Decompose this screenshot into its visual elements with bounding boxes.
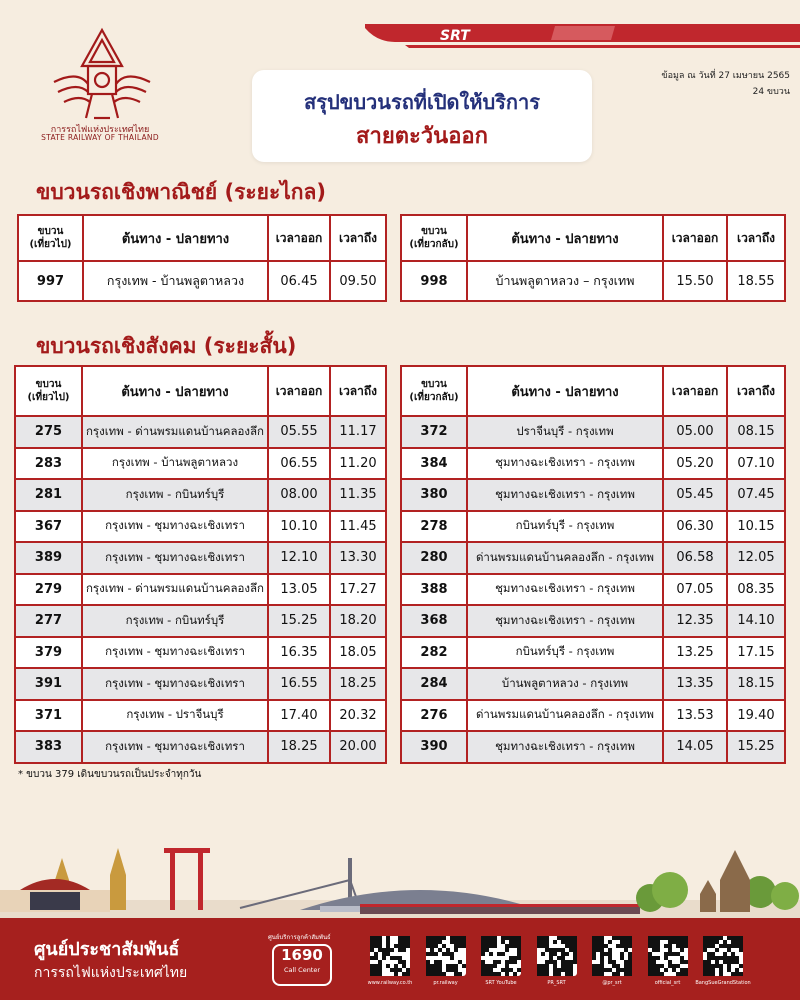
arrival-time: 20.00 (330, 731, 386, 763)
route: กรุงเทพ - ปราจีนบุรี (82, 700, 268, 732)
section-heading-long-distance: ขบวนรถเชิงพาณิชย์ (ระยะไกล) (36, 180, 326, 204)
train-no: 384 (401, 448, 467, 480)
org-name-thai: การรถไฟแห่งประเทศไทย (50, 125, 150, 135)
route: กรุงเทพ - กบินทร์บุรี (82, 479, 268, 511)
table-row (15, 637, 386, 669)
route: กรุงเทพ - กบินทร์บุรี (82, 605, 268, 637)
train-no: 379 (15, 637, 82, 669)
callcenter-label: ศูนย์บริการลูกค้าสัมพันธ์ (268, 934, 331, 941)
departure-time: 16.55 (268, 668, 330, 700)
footnote: * ขบวน 379 เดินขบวนรถเป็นประจำทุกวัน (18, 769, 202, 780)
arrival-time: 13.30 (330, 542, 386, 574)
qr-code[interactable] (481, 936, 521, 976)
train-count: 24 ขบวน (752, 87, 790, 97)
route: กรุงเทพ - ชุมทางฉะเชิงเทรา (82, 668, 268, 700)
train-no: 390 (401, 731, 467, 763)
arrival-time: 09.50 (330, 261, 386, 301)
train-no: 278 (401, 511, 467, 543)
footer-title: ศูนย์ประชาสัมพันธ์ (34, 939, 180, 960)
data-date: ข้อมูล ณ วันที่ 27 เมษายน 2565 (661, 71, 790, 81)
route: กรุงเทพ - ชุมทางฉะเชิงเทรา (82, 731, 268, 763)
departure-time: 13.25 (663, 637, 727, 669)
departure-time: 15.25 (268, 605, 330, 637)
table-row (401, 511, 785, 543)
train-no: 279 (15, 574, 82, 606)
departure-time: 15.50 (663, 261, 727, 301)
table-row (401, 637, 785, 669)
col-arrival: เวลาถึง (330, 366, 386, 416)
train-no: 998 (401, 261, 467, 301)
col-arrival: เวลาถึง (330, 215, 386, 261)
departure-time: 05.20 (663, 448, 727, 480)
qr-pattern-icon (592, 936, 632, 976)
departure-time: 10.10 (268, 511, 330, 543)
arrival-time: 20.32 (330, 700, 386, 732)
page-subtitle-line: สายตะวันออก (356, 124, 488, 149)
departure-time: 05.45 (663, 479, 727, 511)
col-departure: เวลาออก (268, 215, 330, 261)
route: กรุงเทพ - ชุมทางฉะเชิงเทรา (82, 511, 268, 543)
arrival-time: 19.40 (727, 700, 785, 732)
table-header-row (15, 366, 386, 416)
train-no: 997 (18, 261, 83, 301)
departure-time: 12.35 (663, 605, 727, 637)
callcenter-number[interactable]: 1690 (281, 946, 323, 964)
table-row (401, 479, 785, 511)
table-row (15, 668, 386, 700)
long-outbound-table (17, 214, 387, 302)
route: กรุงเทพ - บ้านพลูตาหลวง (83, 261, 268, 301)
table-header-row (18, 215, 386, 261)
table-row (401, 605, 785, 637)
short-outbound-table (14, 365, 387, 764)
qr-caption: pr.railway (433, 980, 458, 986)
route: ปราจีนบุรี - กรุงเทพ (467, 416, 663, 448)
table-row (15, 479, 386, 511)
table-header-row (401, 366, 785, 416)
col-train-no: ขบวน (เที่ยวไป) (15, 366, 82, 416)
train-no: 283 (15, 448, 82, 480)
train-no: 275 (15, 416, 82, 448)
arrival-time: 11.20 (330, 448, 386, 480)
col-arrival: เวลาถึง (727, 215, 785, 261)
qr-code[interactable] (537, 936, 577, 976)
col-train-no: ขบวน (เที่ยวกลับ) (401, 366, 467, 416)
qr-caption: official_srt (654, 980, 681, 986)
departure-time: 13.53 (663, 700, 727, 732)
org-name-english: STATE RAILWAY OF THAILAND (41, 133, 159, 142)
table-row (15, 574, 386, 606)
route: ชุมทางฉะเชิงเทรา - กรุงเทพ (467, 574, 663, 606)
train-no: 282 (401, 637, 467, 669)
col-departure: เวลาออก (663, 215, 727, 261)
arrival-time: 18.15 (727, 668, 785, 700)
col-route: ต้นทาง - ปลายทาง (467, 366, 663, 416)
table-row (15, 605, 386, 637)
qr-pattern-icon (537, 936, 577, 976)
route: ชุมทางฉะเชิงเทรา - กรุงเทพ (467, 479, 663, 511)
route: ชุมทางฉะเชิงเทรา - กรุงเทพ (467, 448, 663, 480)
arrival-time: 07.10 (727, 448, 785, 480)
train-no: 276 (401, 700, 467, 732)
train-no: 383 (15, 731, 82, 763)
train-no: 281 (15, 479, 82, 511)
route: ชุมทางฉะเชิงเทรา - กรุงเทพ (467, 731, 663, 763)
srt-brand-stripe (365, 24, 800, 50)
col-route: ต้นทาง - ปลายทาง (467, 215, 663, 261)
arrival-time: 18.55 (727, 261, 785, 301)
arrival-time: 11.17 (330, 416, 386, 448)
route: กรุงเทพ - ชุมทางฉะเชิงเทรา (82, 637, 268, 669)
col-train-no: ขบวน (เที่ยวกลับ) (401, 215, 467, 261)
table-row (15, 542, 386, 574)
page-title: สรุปขบวนรถที่เปิดให้บริการ (304, 90, 540, 114)
train-no: 389 (15, 542, 82, 574)
qr-code[interactable] (370, 936, 410, 976)
col-departure: เวลาออก (268, 366, 330, 416)
departure-time: 06.30 (663, 511, 727, 543)
table-row (401, 700, 785, 732)
arrival-time: 15.25 (727, 731, 785, 763)
arrival-time: 17.15 (727, 637, 785, 669)
table-row (401, 542, 785, 574)
qr-pattern-icon (703, 936, 743, 976)
callcenter-sub: Call Center (283, 966, 321, 974)
train-no: 372 (401, 416, 467, 448)
table-row (401, 574, 785, 606)
arrival-time: 17.27 (330, 574, 386, 606)
train-no: 284 (401, 668, 467, 700)
col-train-no: ขบวน (เที่ยวไป) (18, 215, 83, 261)
qr-caption: www.railway.co.th (367, 980, 413, 986)
departure-time: 14.05 (663, 731, 727, 763)
qr-pattern-icon (481, 936, 521, 976)
route: ด่านพรมแดนบ้านคลองลึก - กรุงเทพ (467, 700, 663, 732)
arrival-time: 18.20 (330, 605, 386, 637)
footer-subtitle: การรถไฟแห่งประเทศไทย (34, 965, 188, 981)
qr-code[interactable] (648, 936, 688, 976)
route: กรุงเทพ - ด่านพรมแดนบ้านคลองลึก (82, 574, 268, 606)
col-departure: เวลาออก (663, 366, 727, 416)
departure-time: 16.35 (268, 637, 330, 669)
route: กรุงเทพ - ชุมทางฉะเชิงเทรา (82, 542, 268, 574)
arrival-time: 07.45 (727, 479, 785, 511)
qr-code[interactable] (703, 936, 743, 976)
srt-brand-logo: SRT (440, 28, 470, 44)
qr-caption: @pr_srt (602, 980, 622, 986)
arrival-time: 08.15 (727, 416, 785, 448)
arrival-time: 11.45 (330, 511, 386, 543)
qr-caption: SRT YouTube (485, 980, 517, 986)
departure-time: 18.25 (268, 731, 330, 763)
train-no: 367 (15, 511, 82, 543)
table-row (401, 731, 785, 763)
departure-time: 06.58 (663, 542, 727, 574)
arrival-time: 18.05 (330, 637, 386, 669)
table-row (401, 261, 785, 301)
table-row (401, 448, 785, 480)
arrival-time: 12.05 (727, 542, 785, 574)
train-no: 380 (401, 479, 467, 511)
departure-time: 06.45 (268, 261, 330, 301)
qr-pattern-icon (648, 936, 688, 976)
skyline-illustration (0, 840, 800, 920)
train-no: 371 (15, 700, 82, 732)
train-no: 391 (15, 668, 82, 700)
qr-pattern-icon (426, 936, 466, 976)
departure-time: 05.55 (268, 416, 330, 448)
table-row (15, 511, 386, 543)
arrival-time: 11.35 (330, 479, 386, 511)
departure-time: 05.00 (663, 416, 727, 448)
route: กรุงเทพ - บ้านพลูตาหลวง (82, 448, 268, 480)
route: บ้านพลูตาหลวง – กรุงเทพ (467, 261, 663, 301)
table-row (15, 448, 386, 480)
arrival-time: 08.35 (727, 574, 785, 606)
table-row (15, 731, 386, 763)
route: บ้านพลูตาหลวง - กรุงเทพ (467, 668, 663, 700)
table-row (401, 668, 785, 700)
section-heading-short-distance: ขบวนรถเชิงสังคม (ระยะสั้น) (36, 334, 297, 358)
qr-code[interactable] (426, 936, 466, 976)
qr-caption: BangSueGrandStation (695, 980, 751, 986)
table-row (15, 416, 386, 448)
table-row (15, 700, 386, 732)
qr-pattern-icon (370, 936, 410, 976)
arrival-time: 18.25 (330, 668, 386, 700)
route: กบินทร์บุรี - กรุงเทพ (467, 637, 663, 669)
table-header-row (401, 215, 785, 261)
route: ด่านพรมแดนบ้านคลองลึก - กรุงเทพ (467, 542, 663, 574)
short-inbound-table (400, 365, 786, 764)
qr-caption: PR_SRT (547, 980, 566, 986)
departure-time: 06.55 (268, 448, 330, 480)
departure-time: 13.05 (268, 574, 330, 606)
departure-time: 13.35 (663, 668, 727, 700)
srt-emblem-logo (48, 26, 156, 126)
arrival-time: 14.10 (727, 605, 785, 637)
col-route: ต้นทาง - ปลายทาง (82, 366, 268, 416)
qr-code[interactable] (592, 936, 632, 976)
route: กรุงเทพ - ด่านพรมแดนบ้านคลองลึก (82, 416, 268, 448)
table-row (401, 416, 785, 448)
departure-time: 07.05 (663, 574, 727, 606)
departure-time: 12.10 (268, 542, 330, 574)
arrival-time: 10.15 (727, 511, 785, 543)
departure-time: 17.40 (268, 700, 330, 732)
train-no: 277 (15, 605, 82, 637)
long-inbound-table (400, 214, 786, 302)
route: กบินทร์บุรี - กรุงเทพ (467, 511, 663, 543)
train-no: 388 (401, 574, 467, 606)
col-arrival: เวลาถึง (727, 366, 785, 416)
departure-time: 08.00 (268, 479, 330, 511)
col-route: ต้นทาง - ปลายทาง (83, 215, 268, 261)
train-no: 280 (401, 542, 467, 574)
route: ชุมทางฉะเชิงเทรา - กรุงเทพ (467, 605, 663, 637)
table-row (18, 261, 386, 301)
train-no: 368 (401, 605, 467, 637)
